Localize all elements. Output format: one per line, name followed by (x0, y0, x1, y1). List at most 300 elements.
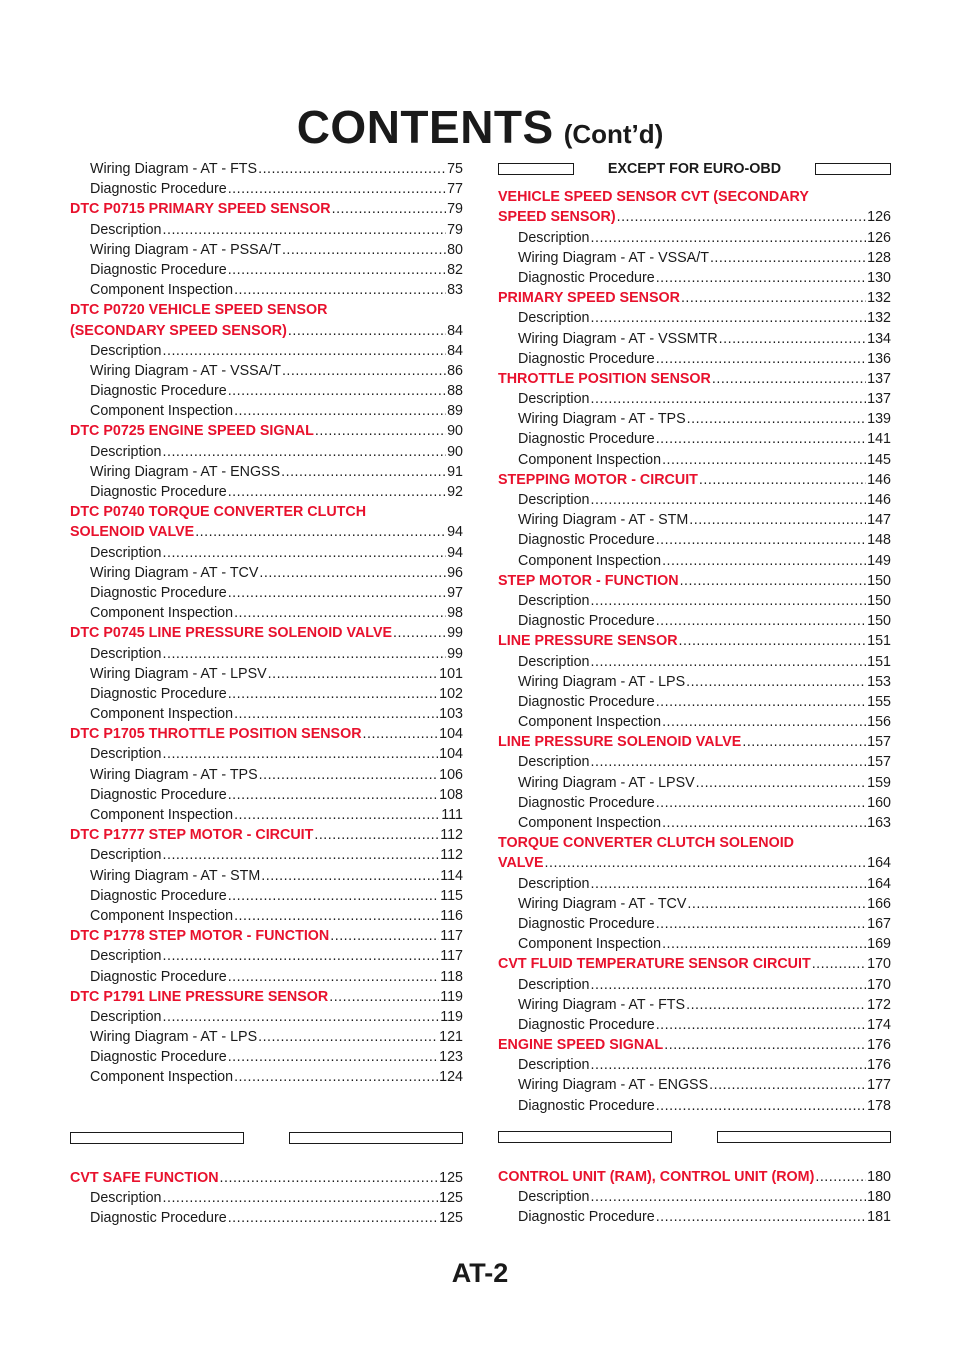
dot-leader (234, 704, 438, 724)
toc-entry-label: DTC P1778 STEP MOTOR - FUNCTION (70, 928, 330, 945)
dot-leader (329, 987, 439, 1007)
toc-page-number: 119 (440, 988, 463, 1005)
dot-leader (163, 442, 447, 462)
toc-entry[interactable] (70, 543, 463, 563)
dot-leader (393, 623, 446, 643)
dot-leader (712, 369, 866, 389)
toc-entry-label: Diagnostic Procedure (90, 968, 227, 985)
toc-page-number: 99 (447, 625, 463, 642)
dot-leader (163, 744, 439, 764)
toc-entry[interactable] (70, 805, 463, 825)
dot-leader (268, 664, 439, 684)
toc-entry-label: Diagnostic Procedure (90, 584, 227, 601)
dot-leader (332, 199, 446, 219)
toc-entry-label: Description (90, 746, 162, 763)
toc-section-entry[interactable] (498, 1167, 891, 1187)
toc-entry[interactable] (70, 260, 463, 280)
toc-entry[interactable] (70, 644, 463, 664)
toc-entry-label: Description (518, 1057, 590, 1074)
dot-leader (662, 450, 866, 470)
dot-leader (742, 732, 866, 752)
toc-entry[interactable] (498, 228, 891, 248)
toc-page-number: 92 (447, 484, 463, 500)
toc-page-number: 111 (441, 807, 463, 823)
toc-section-entry[interactable] (70, 199, 463, 219)
toc-entry[interactable] (70, 603, 463, 623)
toc-entry-label: Diagnostic Procedure (90, 181, 227, 198)
dot-leader (591, 490, 867, 510)
toc-entry[interactable] (498, 510, 891, 530)
toc-entry-label: Description (518, 653, 590, 670)
toc-page-number: 115 (440, 887, 463, 904)
toc-page-number: 169 (867, 936, 891, 953)
toc-entry-label: Component Inspection (518, 552, 662, 569)
toc-entry-label: Diagnostic Procedure (90, 261, 227, 278)
toc-entry-label: Diagnostic Procedure (90, 1210, 227, 1227)
toc-entry[interactable] (70, 583, 463, 603)
toc-section-entry[interactable] (498, 853, 891, 873)
toc-page-number: 151 (867, 633, 891, 650)
toc-page-number: 150 (867, 613, 891, 630)
toc-entry-label: Wiring Diagram - AT - STM (518, 512, 689, 529)
toc-page-number: 91 (447, 463, 463, 480)
toc-section-entry[interactable] (498, 732, 891, 752)
toc-section-entry[interactable] (498, 207, 891, 227)
toc-page-number: 177 (867, 1077, 891, 1094)
band-box-left (498, 163, 574, 175)
toc-page-number: 134 (867, 330, 891, 347)
toc-entry-label: Wiring Diagram - AT - STM (90, 867, 261, 884)
toc-entry[interactable] (498, 652, 891, 672)
dot-leader (228, 381, 446, 401)
toc-entry-label: Wiring Diagram - AT - TPS (518, 411, 686, 428)
toc-entry[interactable] (70, 886, 463, 906)
toc-entry[interactable] (70, 341, 463, 361)
dot-leader (163, 1188, 439, 1208)
toc-entry[interactable] (498, 490, 891, 510)
toc-entry-label: Wiring Diagram - AT - TPS (90, 766, 258, 783)
toc-entry[interactable] (70, 159, 463, 179)
dot-leader (195, 522, 446, 542)
dot-leader (687, 409, 867, 429)
toc-entry-label: Component Inspection (90, 907, 234, 924)
divider-box-left (498, 1131, 672, 1143)
toc-page-number: 145 (867, 451, 891, 468)
toc-page-number: 89 (447, 403, 463, 420)
dot-leader (163, 1007, 440, 1027)
toc-entry[interactable] (70, 765, 463, 785)
toc-page-number: 164 (867, 875, 891, 892)
toc-entry[interactable] (70, 946, 463, 966)
toc-entry[interactable] (498, 1015, 891, 1035)
toc-section-heading-line[interactable]: DTC P0740 TORQUE CONVERTER CLUTCH (70, 504, 367, 521)
toc-entry[interactable] (498, 349, 891, 369)
toc-page-number: 176 (867, 1037, 891, 1054)
toc-entry[interactable] (70, 482, 463, 502)
dot-leader (686, 672, 866, 692)
dot-leader (719, 329, 866, 349)
toc-page-number: 167 (867, 915, 891, 932)
toc-section-entry[interactable] (498, 631, 891, 651)
toc-page-number: 117 (440, 928, 463, 945)
toc-section-entry[interactable] (70, 321, 463, 341)
toc-entry[interactable] (498, 1187, 891, 1207)
toc-entry[interactable] (498, 712, 891, 732)
toc-left-bottom (70, 1168, 463, 1229)
toc-entry-label: Wiring Diagram - AT - LPSV (90, 665, 267, 682)
dot-leader (617, 207, 867, 227)
toc-entry[interactable] (498, 389, 891, 409)
toc-entry[interactable] (498, 793, 891, 813)
toc-entry[interactable] (498, 692, 891, 712)
toc-left-top (70, 159, 463, 1088)
toc-entry[interactable] (70, 704, 463, 724)
toc-page-number: 125 (439, 1169, 463, 1186)
dot-leader (591, 1055, 867, 1075)
toc-page-number: 180 (867, 1169, 891, 1185)
toc-entry[interactable] (70, 563, 463, 583)
toc-entry[interactable] (70, 1007, 463, 1027)
toc-entry[interactable] (498, 591, 891, 611)
dot-leader (656, 429, 866, 449)
toc-entry[interactable] (498, 1075, 891, 1095)
toc-section-entry[interactable] (498, 369, 891, 389)
toc-entry[interactable] (70, 1208, 463, 1228)
toc-entry[interactable] (70, 280, 463, 300)
toc-entry-label: Diagnostic Procedure (90, 685, 227, 702)
section-gap (70, 1148, 463, 1168)
toc-entry-label: VALVE (498, 855, 544, 872)
dot-leader (686, 995, 866, 1015)
toc-entry[interactable] (70, 684, 463, 704)
dot-leader (234, 603, 446, 623)
toc-entry-label: Diagnostic Procedure (90, 484, 227, 500)
dot-leader (234, 805, 440, 825)
dot-leader (656, 1015, 866, 1035)
toc-entry-label: Description (518, 875, 590, 892)
toc-entry-label: DTC P0725 ENGINE SPEED SIGNAL (70, 423, 314, 440)
toc-entry[interactable] (70, 361, 463, 381)
toc-entry[interactable] (70, 220, 463, 240)
dot-leader (228, 260, 446, 280)
toc-page-number: 166 (867, 895, 891, 912)
toc-entry[interactable] (498, 611, 891, 631)
toc-entry-label: Component Inspection (90, 807, 234, 823)
toc-entry-label: Description (518, 1189, 590, 1206)
toc-page-number: 178 (867, 1097, 891, 1114)
toc-page-number: 146 (867, 492, 891, 508)
toc-entry-label: Wiring Diagram - AT - VSSA/T (90, 362, 281, 379)
toc-entry-label: Diagnostic Procedure (90, 786, 227, 803)
dot-leader (259, 765, 439, 785)
toc-entry-label: Diagnostic Procedure (90, 383, 227, 400)
toc-entry[interactable] (70, 462, 463, 482)
toc-entry-label: Wiring Diagram - AT - ENGSS (518, 1077, 709, 1094)
dot-leader (259, 563, 446, 583)
toc-page-number: 155 (867, 693, 891, 710)
toc-entry[interactable] (498, 914, 891, 934)
toc-entry-label: DTC P1777 STEP MOTOR - CIRCUIT (70, 827, 314, 844)
toc-page-number: 157 (867, 754, 891, 771)
page-number: AT-2 (451, 1258, 509, 1288)
toc-section-entry[interactable] (70, 421, 463, 441)
toc-entry-label: Description (90, 443, 162, 460)
toc-column-left (70, 159, 463, 1228)
dot-leader (591, 228, 867, 248)
dot-leader (662, 934, 866, 954)
toc-entry-label: Diagnostic Procedure (518, 915, 655, 932)
dot-leader (689, 510, 866, 530)
toc-entry-label: Diagnostic Procedure (518, 1016, 655, 1033)
dot-leader (163, 845, 440, 865)
toc-page-number: 125 (439, 1190, 463, 1206)
dot-leader (656, 914, 866, 934)
toc-entry[interactable] (498, 268, 891, 288)
toc-entry[interactable] (498, 409, 891, 429)
toc-page-number: 137 (867, 391, 891, 408)
page-subtitle: (Cont’d) (563, 119, 664, 149)
dot-leader (679, 631, 867, 651)
toc-page-number: 136 (867, 350, 891, 367)
toc-section-entry[interactable] (70, 522, 463, 542)
toc-entry-label: Description (90, 847, 162, 864)
toc-column-right (498, 159, 891, 1228)
toc-page-number: 94 (447, 524, 463, 541)
toc-entry[interactable] (498, 1096, 891, 1116)
dot-leader (228, 1047, 438, 1067)
toc-entry[interactable] (498, 934, 891, 954)
toc-entry-label: Description (90, 544, 162, 561)
toc-page-number: 96 (447, 564, 463, 581)
toc-entry-label: Diagnostic Procedure (518, 269, 655, 286)
toc-page-number: 99 (447, 645, 463, 662)
dot-leader (288, 321, 446, 341)
toc-page-number: 90 (447, 443, 463, 460)
toc-page-number: 181 (867, 1209, 891, 1226)
toc-page-number: 103 (439, 706, 463, 723)
toc-page-number: 106 (439, 766, 463, 783)
toc-page-number: 80 (447, 241, 463, 258)
toc-entry[interactable] (498, 429, 891, 449)
toc-page-number: 84 (447, 322, 463, 339)
toc-entry-label: Description (518, 976, 590, 993)
dot-leader (687, 894, 866, 914)
toc-page-number: 98 (447, 605, 463, 622)
toc-section-entry[interactable] (70, 1168, 463, 1188)
toc-entry[interactable] (70, 1067, 463, 1087)
toc-page-number: 150 (867, 572, 891, 589)
dot-leader (656, 268, 866, 288)
toc-entry-label: Wiring Diagram - AT - ENGSS (90, 463, 281, 480)
section-gap (498, 1147, 891, 1167)
toc-page-number: 176 (867, 1057, 891, 1074)
section-band-except-euro-obd (498, 159, 891, 179)
dot-leader (258, 1027, 438, 1047)
toc-page-number: 159 (867, 774, 891, 791)
toc-page-number: 125 (439, 1210, 463, 1227)
toc-section-heading-line[interactable]: VEHICLE SPEED SENSOR CVT (SECONDARY (498, 189, 809, 206)
toc-entry[interactable] (498, 1055, 891, 1075)
toc-entry-label: Description (90, 948, 162, 965)
toc-entry-label: CVT SAFE FUNCTION (70, 1169, 219, 1186)
toc-entry-label: Diagnostic Procedure (90, 887, 227, 904)
toc-entry[interactable] (498, 975, 891, 995)
toc-entry-label: Diagnostic Procedure (518, 1097, 655, 1114)
section-divider (498, 1127, 891, 1147)
toc-section-entry[interactable] (70, 724, 463, 744)
dot-leader (163, 644, 447, 664)
dot-leader (591, 1187, 867, 1207)
toc-entry[interactable] (498, 329, 891, 349)
toc-page-number: 153 (867, 673, 891, 690)
toc-entry[interactable] (498, 773, 891, 793)
toc-entry[interactable] (498, 813, 891, 833)
toc-entry[interactable] (70, 664, 463, 684)
toc-entry[interactable] (498, 752, 891, 772)
toc-page-number: 97 (447, 584, 463, 601)
toc-page-number: 114 (440, 867, 463, 884)
dot-leader (662, 551, 866, 571)
toc-page-number: 128 (867, 249, 891, 266)
toc-page-number: 137 (867, 370, 891, 387)
toc-entry[interactable] (498, 551, 891, 571)
toc-page-number: 121 (439, 1029, 463, 1046)
toc-entry-label: DTC P1705 THROTTLE POSITION SENSOR (70, 726, 362, 743)
toc-entry[interactable] (498, 672, 891, 692)
section-gap (70, 1088, 463, 1128)
toc-entry[interactable] (70, 1047, 463, 1067)
toc-page-number: 130 (867, 269, 891, 286)
dot-leader (228, 967, 440, 987)
toc-page-number: 174 (867, 1016, 891, 1033)
toc-entry[interactable] (70, 906, 463, 926)
toc-page-number: 180 (867, 1189, 891, 1206)
toc-section-entry[interactable] (70, 825, 463, 845)
toc-entry[interactable] (70, 866, 463, 886)
dot-leader (163, 543, 447, 563)
toc-entry[interactable] (70, 442, 463, 462)
toc-page-number: 170 (867, 956, 891, 973)
toc-entry[interactable] (498, 248, 891, 268)
toc-section-heading-line[interactable]: DTC P0720 VEHICLE SPEED SENSOR (70, 302, 328, 319)
toc-page-number: 118 (440, 968, 463, 985)
toc-entry[interactable] (70, 845, 463, 865)
toc-page-number: 75 (447, 161, 463, 177)
toc-entry-label: Component Inspection (90, 403, 234, 420)
toc-entry-label: Wiring Diagram - AT - PSSA/T (90, 241, 281, 258)
toc-entry-label: Component Inspection (518, 936, 662, 953)
section-band-label: EXCEPT FOR EURO-OBD (607, 161, 782, 178)
toc-entry[interactable] (70, 240, 463, 260)
dot-leader (258, 159, 446, 179)
toc-entry[interactable] (70, 785, 463, 805)
dot-leader (163, 341, 447, 361)
dot-leader (696, 773, 867, 793)
toc-entry[interactable] (70, 1027, 463, 1047)
toc-entry-label: Description (518, 310, 590, 327)
dot-leader (282, 240, 446, 260)
toc-section-heading-line[interactable]: TORQUE CONVERTER CLUTCH SOLENOID (498, 835, 795, 852)
toc-page-number: 117 (440, 948, 463, 965)
toc-entry-label: Wiring Diagram - AT - LPS (90, 1029, 258, 1046)
toc-entry[interactable] (498, 450, 891, 470)
toc-entry[interactable] (498, 1207, 891, 1227)
dot-leader (220, 1168, 439, 1188)
toc-section-entry[interactable] (70, 623, 463, 643)
toc-page-number: 149 (867, 552, 891, 569)
toc-entry-label: STEP MOTOR - FUNCTION (498, 572, 679, 589)
toc-page-number: 119 (440, 1008, 463, 1025)
dot-leader (228, 684, 438, 704)
dot-leader (656, 1207, 866, 1227)
dot-leader (656, 1096, 866, 1116)
dot-leader (228, 583, 446, 603)
dot-leader (815, 1167, 866, 1187)
toc-section-entry[interactable] (70, 926, 463, 946)
toc-entry[interactable] (70, 967, 463, 987)
dot-leader (591, 389, 867, 409)
toc-page-number: 79 (447, 221, 463, 238)
toc-page-number: 164 (867, 855, 891, 872)
toc-entry-label: Wiring Diagram - AT - TCV (90, 564, 259, 581)
toc-entry[interactable] (70, 179, 463, 199)
dot-leader (680, 571, 867, 591)
dot-leader (228, 1208, 438, 1228)
dot-leader (261, 866, 439, 886)
toc-section-entry[interactable] (498, 470, 891, 490)
toc-page-number: 112 (440, 827, 463, 844)
toc-page-number: 147 (867, 512, 891, 529)
toc-entry[interactable] (498, 995, 891, 1015)
toc-entry-label: Description (518, 592, 590, 609)
toc-entry[interactable] (70, 401, 463, 421)
toc-page-number: 141 (867, 431, 891, 448)
toc-section-entry[interactable] (498, 571, 891, 591)
toc-entry[interactable] (498, 894, 891, 914)
toc-entry[interactable] (498, 530, 891, 550)
toc-section-entry[interactable] (498, 288, 891, 308)
toc-page-number: 157 (867, 734, 891, 751)
toc-page-number: 94 (447, 544, 463, 561)
toc-page-number: 104 (439, 726, 463, 743)
toc-page-number: 82 (447, 261, 463, 278)
section-gap (498, 1116, 891, 1127)
toc-section-entry[interactable] (70, 987, 463, 1007)
dot-leader (591, 752, 867, 772)
dot-leader (591, 652, 867, 672)
dot-leader (656, 793, 866, 813)
toc-entry[interactable] (70, 744, 463, 764)
toc-entry[interactable] (70, 1188, 463, 1208)
toc-entry[interactable] (70, 381, 463, 401)
toc-page-number: 101 (439, 665, 463, 682)
toc-entry[interactable] (498, 874, 891, 894)
toc-entry-label: Diagnostic Procedure (518, 693, 655, 710)
toc-entry-label: Diagnostic Procedure (518, 532, 655, 549)
toc-section-entry[interactable] (498, 954, 891, 974)
toc-entry-label: ENGINE SPEED SIGNAL (498, 1037, 664, 1054)
toc-entry-label: LINE PRESSURE SOLENOID VALVE (498, 734, 742, 751)
toc-entry-label: Component Inspection (518, 451, 662, 468)
toc-entry-label: Component Inspection (90, 282, 234, 299)
toc-page-number: 126 (867, 209, 891, 226)
toc-section-entry[interactable] (498, 1035, 891, 1055)
toc-entry-label: Wiring Diagram - AT - FTS (90, 161, 258, 177)
toc-page-number: 108 (439, 786, 463, 803)
toc-page-number: 123 (439, 1049, 463, 1066)
toc-entry-label: Component Inspection (90, 605, 234, 622)
toc-entry[interactable] (498, 308, 891, 328)
